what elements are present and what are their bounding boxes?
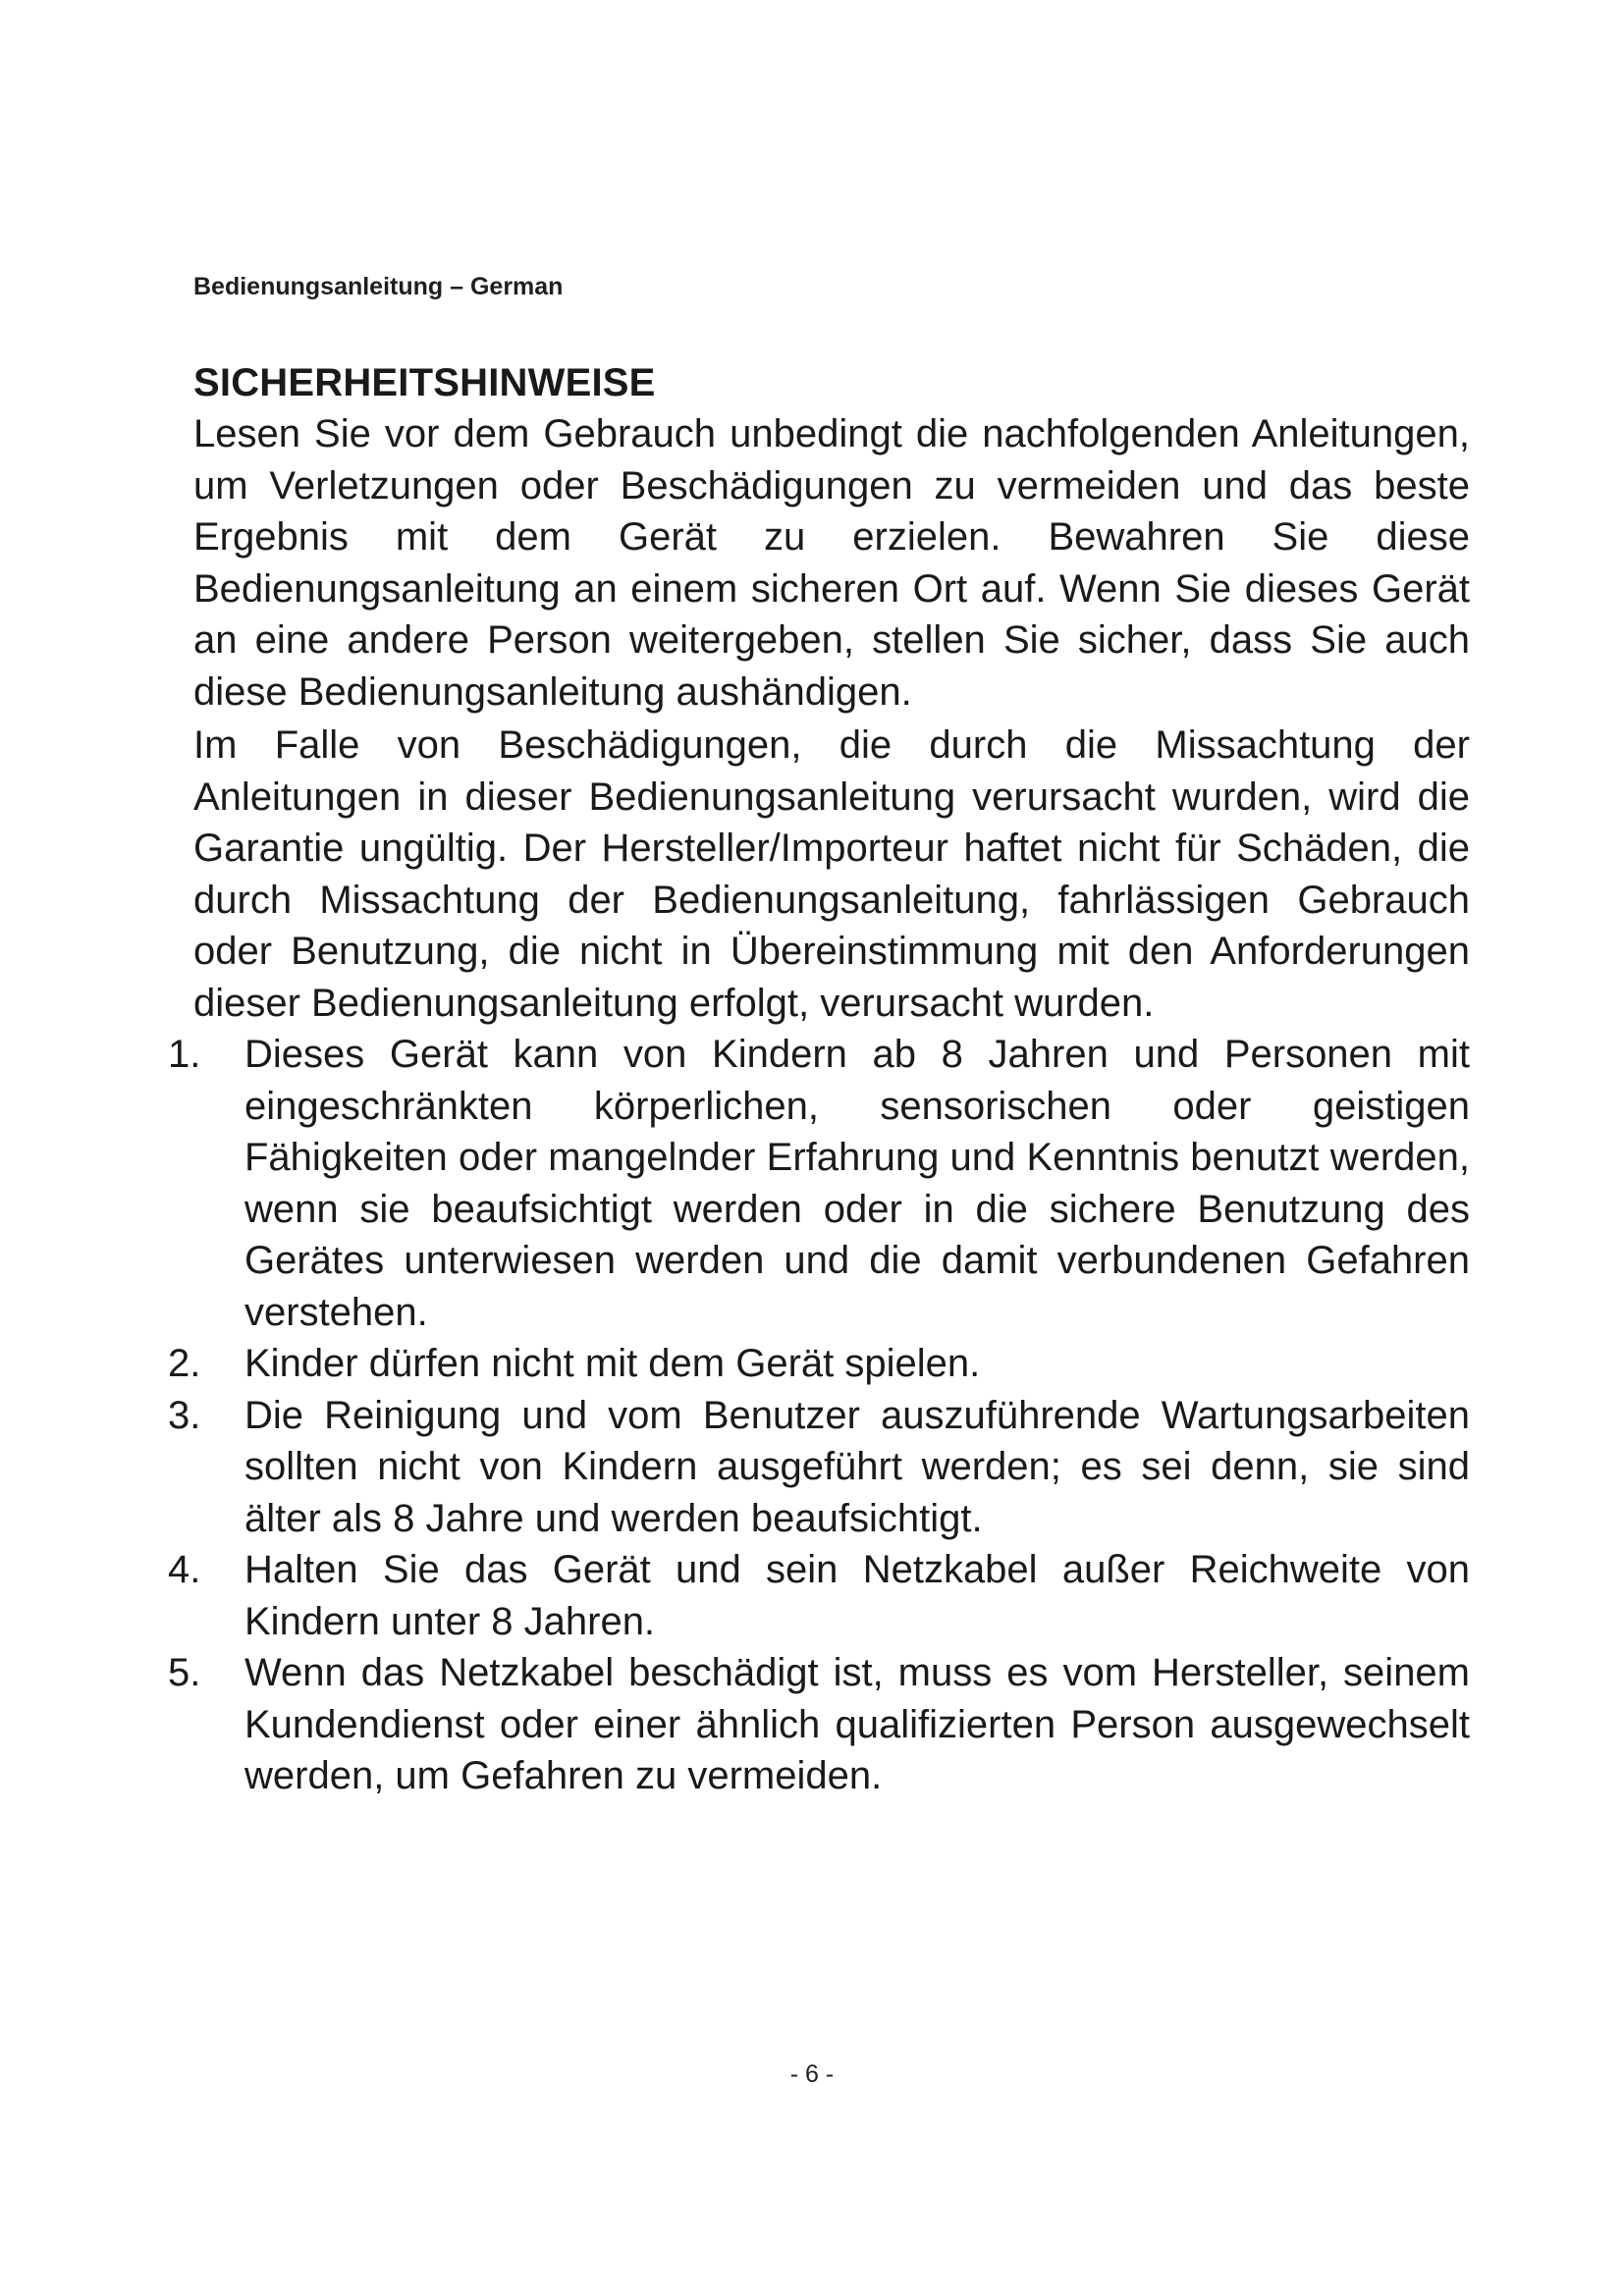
- list-item-number: 3.: [168, 1393, 201, 1437]
- section-title: SICHERHEITSHINWEISE: [193, 361, 656, 404]
- list-item: [168, 1647, 1470, 1802]
- list-item: [168, 1029, 1470, 1338]
- list-item-text: Dieses Gerät kann von Kindern ab 8 Jahren und Personen mit eingeschränkten körperlichen, sensorischen oder geistigen Fähigkeiten oder mangelnder Erfahrung und Kenntnis benutzt werden, wenn sie beaufsichtigt werden oder in die sichere Benutzung des Gerätes unterwiesen werden und die damit verbundenen Gefahren verstehen.: [244, 1033, 1470, 1334]
- list-item: [168, 1544, 1470, 1647]
- list-item-number: 4.: [168, 1548, 201, 1591]
- list-item: [168, 1338, 1470, 1390]
- list-item-number: 1.: [168, 1033, 201, 1076]
- list-item-number: 5.: [168, 1651, 201, 1694]
- list-item-text: Die Reinigung und vom Benutzer auszuführende Wartungsarbeiten sollten nicht von Kindern ausgeführt werden; es sei denn, sie sind älter als 8 Jahre und werden beaufsichtigt.: [244, 1393, 1470, 1540]
- safety-list: [168, 1029, 1470, 1802]
- intro-paragraph: Lesen Sie vor dem Gebrauch unbedingt die nachfolgenden Anleitungen, um Verletzungen oder Beschädigungen zu vermeiden und das beste Ergebnis mit dem Gerät zu erzielen. Bewahren Sie diese Bedienungsanleitung an einem sicheren Ort auf. Wenn Sie dieses Gerät an eine andere Person weitergeben, stellen Sie sicher, dass Sie auch diese Bedienungsanleitung aushändigen.: [193, 412, 1470, 714]
- warranty-paragraph: Im Falle von Beschädigungen, die durch die Missachtung der Anleitungen in dieser Bedienungsanleitung verursacht wurden, wird die Garantie ungültig. Der Hersteller/Importeur haftet nicht für Schäden, die durch Missachtung der Bedienungsanleitung, fahrlässigen Gebrauch oder Benutzung, die nicht in Übereinstimmung mit den Anforderungen dieser Bedienungsanleitung erfolgt, verursacht wurden.: [193, 723, 1470, 1025]
- page-number: - 6 -: [789, 2060, 835, 2088]
- list-item: [168, 1390, 1470, 1545]
- safety-section: [168, 357, 1470, 1802]
- running-header: Bedienungsanleitung – German: [193, 273, 564, 300]
- list-item-number: 2.: [168, 1342, 201, 1385]
- list-item-text: Wenn das Netzkabel beschädigt ist, muss es vom Hersteller, seinem Kundendienst oder einer ähnlich qualifizierten Person ausgewechselt werden, um Gefahren zu vermeiden.: [244, 1651, 1470, 1797]
- list-item-text: Kinder dürfen nicht mit dem Gerät spielen.: [244, 1342, 981, 1385]
- list-item-text: Halten Sie das Gerät und sein Netzkabel außer Reichweite von Kindern unter 8 Jahren.: [244, 1548, 1470, 1643]
